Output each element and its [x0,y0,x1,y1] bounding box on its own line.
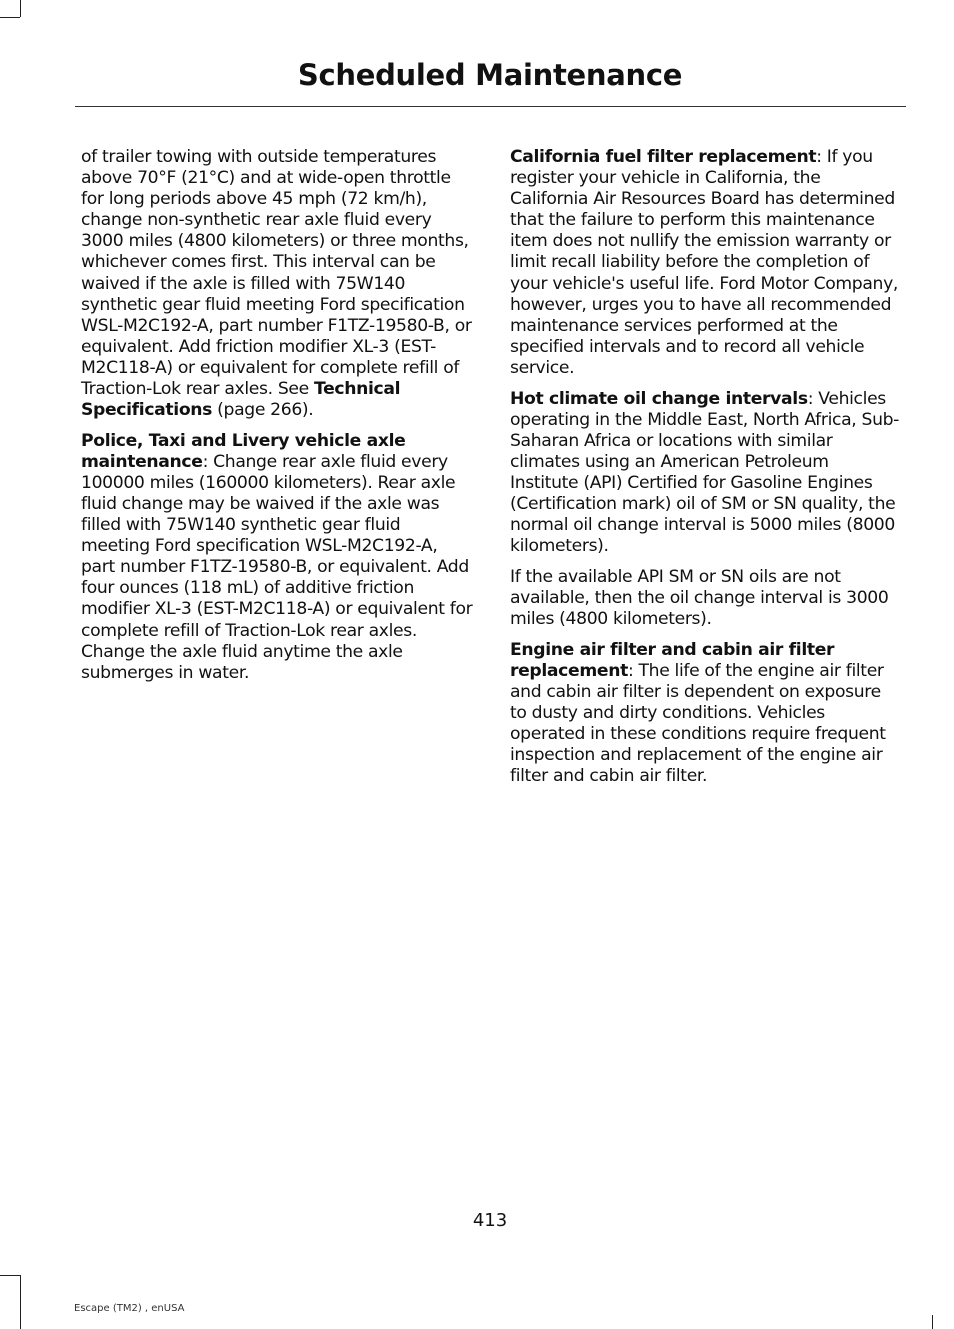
paragraph-text: : Vehicles operating in the Middle East, North Africa, Sub-Saharan Africa or locations with similar climates using an American Petroleum Institute (API) Certified for Gasoline Engines (Certification mark) oil of SM or SN quality, the normal oil change interval is 5000 miles (8000 kilometers). [510,388,900,557]
page-number: 413 [472,1210,508,1231]
footer-edition: Escape (TM2) , enUSA [74,1303,185,1314]
right-column [510,147,902,797]
title-divider [75,106,906,107]
paragraph-text: : Change rear axle fluid every 100000 miles (160000 kilometers). Rear axle fluid change may be waived if the axle was filled with 75W140 synthetic gear fluid meeting Ford specification WSL-M2C192-A, part number F1TZ-19580-B, or equivalent. Add four ounces (118 mL) of additive friction modifier XL-3 (EST-M2C118-A) or equivalent for complete refill of Traction-Lok rear axles. Change the axle fluid anytime the axle submerges in water. [81,451,473,683]
crop-mark [932,1315,933,1329]
paragraph-trailer-towing [81,147,473,421]
technical-specifications-link[interactable]: Technical Specifications [81,379,401,421]
paragraph-police-taxi-livery [81,431,473,684]
paragraph-text: of trailer towing with outside temperatures above 70°F (21°C) and at wide-open throttle for long periods above 45 mph (72 km/h), change non-synthetic rear axle fluid every 3000 miles (4800 kilometers) or three months, whichever comes first. This interval can be waived if the axle is filled with 75W140 synthetic gear fluid meeting Ford specification WSL-M2C192-A, part number F1TZ-19580-B, or equivalent. Add friction modifier XL-3 (EST-M2C118-A) or equivalent for complete refill of Traction-Lok rear axles. See [81,147,472,400]
crop-mark [20,1275,21,1329]
paragraph-heading: Engine air filter and cabin air filter replacement [510,639,835,681]
paragraph-text: : If you register your vehicle in California, the California Air Resources Board has determined that the failure to perform this maintenance item does not nullify the emission warranty or limit recall liability before the completion of your vehicle's useful life. Ford Motor Company, however, urges you to have all recommended maintenance services performed at the specified intervals and to record all vehicle service. [510,147,899,378]
crop-mark [20,0,21,17]
crop-mark [0,17,20,18]
paragraph-text: If the available API SM or SN oils are not available, then the oil change interval is 3000 miles (4800 kilometers). [510,566,889,629]
paragraph-api-oils [510,567,902,630]
paragraph-heading: California fuel filter replacement [510,147,817,167]
crop-mark [0,1275,20,1276]
paragraph-heading: Police, Taxi and Livery vehicle axle maintenance [81,430,406,472]
paragraph-air-filters [510,640,902,788]
page-title: Scheduled Maintenance [297,58,683,92]
paragraph-california-fuel-filter [510,147,902,379]
page-reference: (page 266). [212,400,314,421]
left-column [81,147,473,693]
paragraph-hot-climate-oil [510,389,902,558]
paragraph-heading: Hot climate oil change intervals [510,388,808,409]
paragraph-text: : The life of the engine air filter and cabin air filter is dependent on exposure to dusty and dirty conditions. Vehicles operated in these conditions require frequent inspection and replacement of the engine air filter and cabin air filter. [510,660,886,787]
